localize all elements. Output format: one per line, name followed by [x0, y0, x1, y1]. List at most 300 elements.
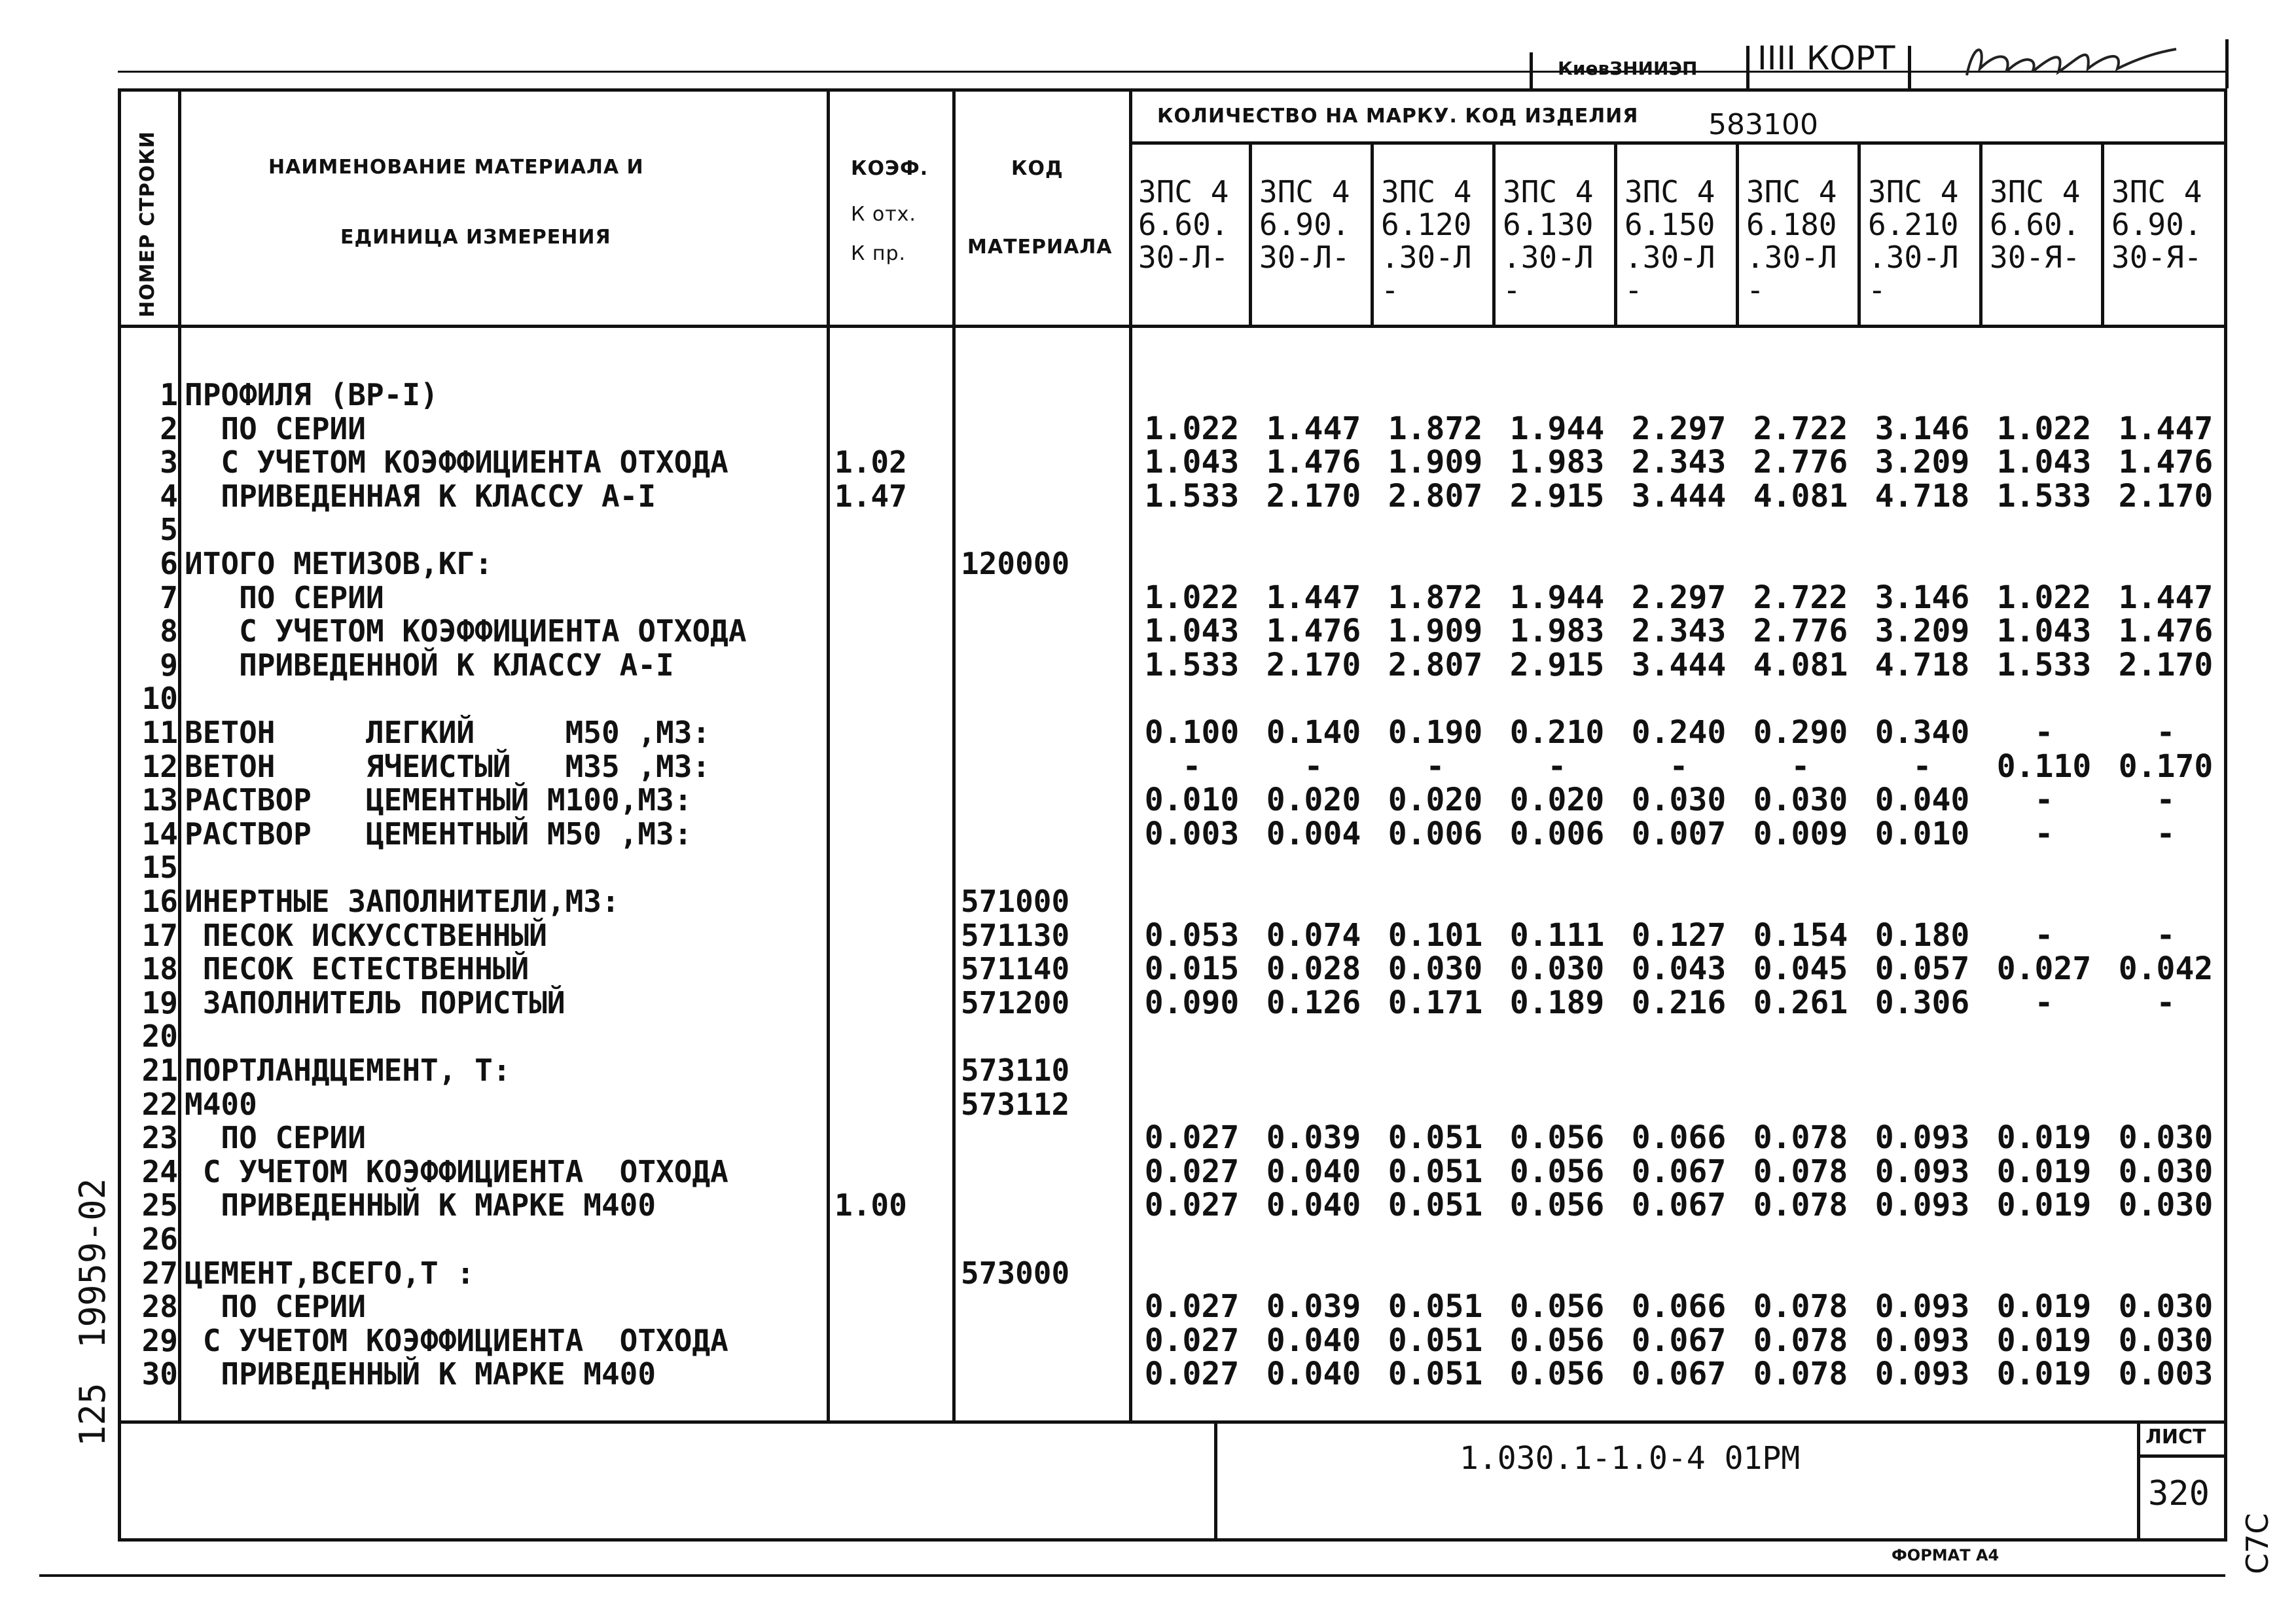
row-value: 0.170: [2118, 748, 2214, 785]
row-value: 1.476: [2118, 444, 2214, 481]
mark-header-line: -: [1868, 272, 1886, 308]
mark-header-line: 3ПС 4: [1624, 174, 1715, 209]
row-value: 2.776: [1753, 613, 1848, 650]
mark-header-line: 30-Я-: [2111, 240, 2202, 275]
row-value: 0.019: [1996, 1288, 2092, 1326]
row-material-name: ПО СЕРИИ: [185, 579, 384, 615]
row-number: 15: [141, 850, 178, 886]
row-value: 0.020: [1388, 782, 1483, 819]
copy-stamp: IIII КОРТ: [1757, 39, 1895, 77]
row-value: 0.027: [1144, 1288, 1240, 1326]
row-material-name: С УЧЕТОМ КОЭФФИЦИЕНТА ОТХОДА: [185, 444, 728, 480]
row-number: 30: [141, 1356, 178, 1392]
mark-header-line: 3ПС 4: [1746, 174, 1837, 209]
row-value: 4.081: [1753, 477, 1848, 514]
col-separator-name: [827, 88, 830, 1424]
row-value: 0.180: [1874, 916, 1970, 954]
mark-header-line: -: [1381, 272, 1399, 308]
row-value: 0.066: [1631, 1288, 1727, 1326]
row-value: -: [1426, 748, 1445, 785]
mark-header-line: 3ПС 4: [2111, 174, 2202, 209]
row-value: 0.078: [1753, 1119, 1848, 1157]
row-value: 1.043: [1996, 613, 2092, 650]
row-number: 1: [160, 377, 178, 412]
row-value: 2.343: [1631, 613, 1727, 650]
row-material-code: 573110: [961, 1053, 1070, 1088]
row-value: 0.030: [2118, 1187, 2214, 1224]
row-value: 3.444: [1631, 646, 1727, 683]
row-material-name: ПОРТЛАНДЦЕМЕНТ, Т:: [185, 1053, 511, 1088]
signature: [1960, 29, 2183, 88]
row-value: 0.056: [1509, 1187, 1605, 1224]
row-value: 0.056: [1509, 1119, 1605, 1157]
row-value: 0.027: [1144, 1119, 1240, 1157]
footer-sheet-line: [2137, 1454, 2227, 1458]
row-value: 0.067: [1631, 1322, 1727, 1359]
stamp-tick: [2225, 39, 2229, 88]
stamp-tick: [1530, 52, 1533, 88]
row-material-name: РАСТВОР ЦЕМЕНТНЫЙ М50 ,М3:: [185, 816, 692, 852]
row-value: 0.101: [1388, 916, 1483, 954]
col-separator-rownum: [178, 88, 181, 1424]
row-value: 1.533: [1144, 477, 1240, 514]
row-value: 2.807: [1388, 477, 1483, 514]
row-value: 1.022: [1144, 410, 1240, 447]
row-value: 0.019: [1996, 1153, 2092, 1190]
row-value: 0.043: [1631, 950, 1727, 988]
row-value: 1.944: [1509, 579, 1605, 616]
row-value: 2.722: [1753, 410, 1848, 447]
row-material-name: ПО СЕРИИ: [185, 1289, 366, 1325]
row-material-name: ПРИВЕДЕННАЯ К КЛАССУ А-I: [185, 478, 656, 514]
row-value: 0.078: [1753, 1288, 1848, 1326]
row-value: 1.944: [1509, 410, 1605, 447]
row-value: 0.056: [1509, 1322, 1605, 1359]
row-value: 1.476: [1266, 444, 1361, 481]
row-number: 4: [160, 478, 178, 514]
row-value: 0.056: [1509, 1288, 1605, 1326]
row-material-name: С УЧЕТОМ КОЭФФИЦИЕНТА ОТХОДА: [185, 1153, 728, 1189]
row-value: 2.297: [1631, 579, 1727, 616]
row-value: 0.040: [1266, 1153, 1361, 1190]
row-value: -: [2034, 714, 2054, 751]
row-value: 0.010: [1874, 815, 1970, 852]
row-value: 1.909: [1388, 444, 1483, 481]
row-value: 0.110: [1996, 748, 2092, 785]
row-material-code: 571130: [961, 917, 1070, 953]
row-value: 0.078: [1753, 1322, 1848, 1359]
row-material-name: ЦЕМЕНТ,ВСЕГО,Т :: [185, 1255, 475, 1291]
row-value: 1.909: [1388, 613, 1483, 650]
row-value: 0.020: [1509, 782, 1605, 819]
row-value: 0.290: [1753, 714, 1848, 751]
row-value: 0.030: [2118, 1322, 2214, 1359]
row-value: 0.003: [1144, 815, 1240, 852]
sheet-label: ЛИСТ: [2145, 1426, 2206, 1449]
row-material-name: ВЕТОН ЯЧЕИСТЫЙ М35 ,М3:: [185, 748, 711, 784]
row-value: 0.093: [1874, 1153, 1970, 1190]
mark-header-line: 6.150: [1624, 207, 1715, 242]
row-value: 4.718: [1874, 646, 1970, 683]
row-number: 9: [160, 647, 178, 683]
row-value: -: [2156, 815, 2176, 852]
row-material-name: ПРОФИЛЯ (ВР-I): [185, 377, 439, 412]
row-value: 0.039: [1266, 1288, 1361, 1326]
row-value: 0.067: [1631, 1153, 1727, 1190]
row-material-name: ПРИВЕДЕННЫЙ К МАРКЕ М400: [185, 1356, 656, 1392]
row-value: 0.027: [1144, 1322, 1240, 1359]
row-value: 0.306: [1874, 984, 1970, 1021]
row-value: 0.040: [1266, 1356, 1361, 1393]
row-value: 1.533: [1996, 477, 2092, 514]
row-number: 7: [160, 579, 178, 615]
row-material-name: ВЕТОН ЛЕГКИЙ М50 ,М3:: [185, 715, 711, 750]
row-value: 0.078: [1753, 1187, 1848, 1224]
row-value: 2.343: [1631, 444, 1727, 481]
row-value: -: [1912, 748, 1932, 785]
row-value: 0.074: [1266, 916, 1361, 954]
row-value: 3.209: [1874, 613, 1970, 650]
row-value: 0.006: [1388, 815, 1483, 852]
row-value: -: [1669, 748, 1689, 785]
row-value: 0.100: [1144, 714, 1240, 751]
mark-header-line: .30-Л: [1381, 240, 1472, 275]
row-value: 2.170: [2118, 646, 2214, 683]
row-value: 0.009: [1753, 815, 1848, 852]
mark-header-line: 3ПС 4: [1990, 174, 2081, 209]
row-value: 1.476: [1266, 613, 1361, 650]
row-value: 1.533: [1144, 646, 1240, 683]
mark-header-line: .30-Л: [1746, 240, 1837, 275]
row-value: 0.030: [1631, 782, 1727, 819]
row-value: 1.043: [1996, 444, 2092, 481]
row-value: 4.081: [1753, 646, 1848, 683]
row-value: 0.040: [1266, 1187, 1361, 1224]
row-value: 0.019: [1996, 1187, 2092, 1224]
row-value: -: [2034, 916, 2054, 954]
row-number: 5: [160, 512, 178, 548]
row-value: 1.533: [1996, 646, 2092, 683]
stamp-tick: [1746, 46, 1749, 88]
mark-header-line: -: [1503, 272, 1521, 308]
footer-separator: [1214, 1420, 1217, 1542]
col-separator-coef: [952, 88, 956, 1424]
row-value: 2.807: [1388, 646, 1483, 683]
row-value: 2.722: [1753, 579, 1848, 616]
row-material-code: 571140: [961, 951, 1070, 987]
row-material-name: М400: [185, 1086, 257, 1122]
row-value: 0.078: [1753, 1153, 1848, 1190]
archive-number: 19959-02: [72, 1178, 113, 1348]
row-value: 0.056: [1509, 1356, 1605, 1393]
row-value: 0.020: [1266, 782, 1361, 819]
mark-header-line: 3ПС 4: [1138, 174, 1229, 209]
row-value: 0.053: [1144, 916, 1240, 954]
row-value: 0.090: [1144, 984, 1240, 1021]
row-value: 1.043: [1144, 444, 1240, 481]
row-value: 0.056: [1509, 1153, 1605, 1190]
row-number: 16: [141, 884, 178, 919]
row-value: 0.027: [1996, 950, 2092, 988]
mark-header-line: 3ПС 4: [1868, 174, 1959, 209]
row-value: 0.093: [1874, 1288, 1970, 1326]
row-coefficient: 1.00: [834, 1187, 907, 1223]
row-material-name: ПЕСОК ИСКУССТВЕННЫЙ: [185, 917, 547, 953]
row-material-name: С УЧЕТОМ КОЭФФИЦИЕНТА ОТХОДА: [185, 613, 747, 649]
row-value: 3.444: [1631, 477, 1727, 514]
row-value: 0.154: [1753, 916, 1848, 954]
row-value: 0.093: [1874, 1187, 1970, 1224]
row-value: 2.170: [1266, 477, 1361, 514]
row-value: 0.019: [1996, 1119, 2092, 1157]
row-material-name: ПО СЕРИИ: [185, 1120, 366, 1156]
row-value: 0.051: [1388, 1288, 1483, 1326]
side-stamp: С7С: [2240, 1513, 2275, 1574]
row-value: 3.209: [1874, 444, 1970, 481]
mark-header-line: 30-Л-: [1138, 240, 1229, 275]
row-value: 2.915: [1509, 646, 1605, 683]
row-value: 0.240: [1631, 714, 1727, 751]
sheet-number: 320: [2148, 1474, 2210, 1513]
row-value: 0.093: [1874, 1356, 1970, 1393]
row-value: 0.040: [1874, 782, 1970, 819]
row-number: 25: [141, 1187, 178, 1223]
mark-header-line: 6.60.: [1990, 207, 2081, 242]
archive-page: 125: [72, 1382, 113, 1447]
row-value: -: [1791, 748, 1810, 785]
row-material-name: С УЧЕТОМ КОЭФФИЦИЕНТА ОТХОДА: [185, 1322, 728, 1358]
row-value: 0.111: [1509, 916, 1605, 954]
row-number: 21: [141, 1053, 178, 1088]
row-value: -: [2034, 782, 2054, 819]
mark-header-line: 3ПС 4: [1259, 174, 1350, 209]
row-value: 0.057: [1874, 950, 1970, 988]
row-value: -: [2156, 984, 2176, 1021]
row-value: 0.019: [1996, 1356, 2092, 1393]
mark-header-line: 6.90.: [1259, 207, 1350, 242]
row-number: 24: [141, 1153, 178, 1189]
row-value: 0.040: [1266, 1322, 1361, 1359]
header-subline: [1129, 141, 2227, 145]
row-value: 1.022: [1144, 579, 1240, 616]
product-code: 583100: [1708, 108, 1818, 141]
row-value: 0.003: [2118, 1356, 2214, 1393]
row-value: 3.146: [1874, 410, 1970, 447]
row-value: 0.066: [1631, 1119, 1727, 1157]
row-material-name: РАСТВОР ЦЕМЕНТНЫЙ М100,М3:: [185, 782, 692, 818]
row-number: 11: [141, 715, 178, 750]
row-value: 0.030: [1753, 782, 1848, 819]
row-value: -: [1182, 748, 1202, 785]
row-value: 0.093: [1874, 1119, 1970, 1157]
row-value: 0.189: [1509, 984, 1605, 1021]
row-value: -: [2034, 984, 2054, 1021]
row-value: 1.447: [1266, 579, 1361, 616]
mark-header-line: 6.130: [1503, 207, 1594, 242]
mark-header-line: .30-Л: [1503, 240, 1594, 275]
row-material-name: ЗАПОЛНИТЕЛЬ ПОРИСТЫЙ: [185, 984, 565, 1020]
row-material-code: 120000: [961, 546, 1070, 581]
row-value: 1.043: [1144, 613, 1240, 650]
mark-header-line: 3ПС 4: [1503, 174, 1594, 209]
row-value: 0.261: [1753, 984, 1848, 1021]
row-number: 3: [160, 444, 178, 480]
row-value: 0.006: [1509, 815, 1605, 852]
mark-header-line: -: [1624, 272, 1643, 308]
material-header-line2: ЕДИНИЦА ИЗМЕРЕНИЯ: [340, 226, 611, 249]
row-material-name: ПРИВЕДЕННОЙ К КЛАССУ А-I: [185, 647, 674, 683]
row-value: 1.447: [1266, 410, 1361, 447]
row-value: 2.776: [1753, 444, 1848, 481]
footer-sheet-separator: [2137, 1420, 2140, 1542]
row-material-name: ПО СЕРИИ: [185, 410, 366, 446]
row-value: 0.030: [2118, 1288, 2214, 1326]
row-value: 0.171: [1388, 984, 1483, 1021]
row-value: 2.170: [1266, 646, 1361, 683]
mark-header-line: 6.210: [1868, 207, 1959, 242]
row-value: 0.067: [1631, 1187, 1727, 1224]
coef-header-line3: К пр.: [851, 242, 906, 265]
mark-header-line: 3ПС 4: [1381, 174, 1472, 209]
row-number: 28: [141, 1289, 178, 1325]
row-material-name: ПРИВЕДЕННЫЙ К МАРКЕ М400: [185, 1187, 656, 1223]
row-number: 6: [160, 546, 178, 581]
row-value: -: [2156, 782, 2176, 819]
row-value: 0.030: [1388, 950, 1483, 988]
row-value: -: [2156, 714, 2176, 751]
row-value: 0.051: [1388, 1153, 1483, 1190]
coef-header-line1: КОЭФ.: [851, 157, 929, 180]
mark-header-line: 6.60.: [1138, 207, 1229, 242]
row-value: 1.447: [2118, 410, 2214, 447]
row-value: 0.030: [1509, 950, 1605, 988]
row-material-code: 573112: [961, 1086, 1070, 1122]
row-number: 2: [160, 410, 178, 446]
row-value: 0.019: [1996, 1322, 2092, 1359]
row-value: 0.010: [1144, 782, 1240, 819]
mark-header-line: 6.180: [1746, 207, 1837, 242]
row-value: 1.872: [1388, 410, 1483, 447]
row-material-name: ПЕСОК ЕСТЕСТВЕННЫЙ: [185, 951, 529, 987]
code-header-line2: МАТЕРИАЛА: [967, 236, 1113, 259]
row-value: 1.872: [1388, 579, 1483, 616]
row-value: 0.093: [1874, 1322, 1970, 1359]
row-value: 0.039: [1266, 1119, 1361, 1157]
row-number: 17: [141, 917, 178, 953]
row-value: 0.051: [1388, 1187, 1483, 1224]
table-bottom-line: [118, 1420, 2227, 1424]
row-material-code: 573000: [961, 1255, 1070, 1291]
row-value: 1.983: [1509, 613, 1605, 650]
header-bottom-line: [118, 325, 2227, 328]
mark-header-line: 30-Я-: [1990, 240, 2081, 275]
row-value: 0.015: [1144, 950, 1240, 988]
row-value: 0.004: [1266, 815, 1361, 852]
row-number: 14: [141, 816, 178, 852]
row-number: 23: [141, 1120, 178, 1156]
row-material-code: 571000: [961, 884, 1070, 919]
row-value: 0.027: [1144, 1153, 1240, 1190]
row-value: 3.146: [1874, 579, 1970, 616]
mark-header-line: 30-Л-: [1259, 240, 1350, 275]
row-value: 4.718: [1874, 477, 1970, 514]
row-material-code: 571200: [961, 984, 1070, 1020]
row-number: 19: [141, 984, 178, 1020]
row-value: 0.045: [1753, 950, 1848, 988]
row-number: 18: [141, 951, 178, 987]
mark-header-line: .30-Л: [1624, 240, 1715, 275]
document-code: 1.030.1-1.0-4 01РМ: [1460, 1440, 1801, 1477]
row-number: 27: [141, 1255, 178, 1291]
row-value: 0.030: [2118, 1119, 2214, 1157]
page-bottom-line: [39, 1574, 2225, 1577]
row-value: 0.078: [1753, 1356, 1848, 1393]
row-material-name: ИНЕРТНЫЕ ЗАПОЛНИТЕЛИ,М3:: [185, 884, 620, 919]
row-value: 0.042: [2118, 950, 2214, 988]
row-value: 0.216: [1631, 984, 1727, 1021]
row-value: 0.007: [1631, 815, 1727, 852]
format-label: ФОРМАТ А4: [1892, 1546, 2000, 1564]
row-value: 0.030: [2118, 1153, 2214, 1190]
row-value: 0.028: [1266, 950, 1361, 988]
row-number: 29: [141, 1322, 178, 1358]
row-material-name: ИТОГО МЕТИЗОВ,КГ:: [185, 546, 493, 581]
stamp-tick: [1908, 46, 1911, 88]
row-value: 1.447: [2118, 579, 2214, 616]
row-value: 1.476: [2118, 613, 2214, 650]
row-number: 22: [141, 1086, 178, 1122]
row-value: 0.210: [1509, 714, 1605, 751]
row-number-header: НОМЕР СТРОКИ: [136, 131, 159, 317]
institute-stamp: КиевЗНИИЭП: [1558, 58, 1698, 79]
row-value: -: [2156, 916, 2176, 954]
row-number: 10: [141, 681, 178, 717]
row-coefficient: 1.02: [834, 444, 907, 480]
row-coefficient: 1.47: [834, 478, 907, 514]
row-value: 0.051: [1388, 1119, 1483, 1157]
row-value: 2.915: [1509, 477, 1605, 514]
row-number: 12: [141, 748, 178, 784]
mark-header-line: 6.90.: [2111, 207, 2202, 242]
row-value: 0.140: [1266, 714, 1361, 751]
row-value: 0.027: [1144, 1187, 1240, 1224]
row-number: 8: [160, 613, 178, 649]
row-value: 2.297: [1631, 410, 1727, 447]
quantity-header: КОЛИЧЕСТВО НА МАРКУ. КОД ИЗДЕЛИЯ: [1157, 105, 1639, 128]
row-value: 0.027: [1144, 1356, 1240, 1393]
row-value: 2.170: [2118, 477, 2214, 514]
row-value: -: [2034, 815, 2054, 852]
coef-header-line2: К отх.: [851, 203, 916, 226]
row-number: 20: [141, 1019, 178, 1055]
row-number: 13: [141, 782, 178, 818]
row-value: 0.127: [1631, 916, 1727, 954]
row-value: 0.051: [1388, 1322, 1483, 1359]
row-value: 0.190: [1388, 714, 1483, 751]
row-value: 1.983: [1509, 444, 1605, 481]
row-value: 0.051: [1388, 1356, 1483, 1393]
mark-header-line: -: [1746, 272, 1765, 308]
row-number: 26: [141, 1221, 178, 1257]
row-value: -: [1547, 748, 1567, 785]
material-header-line1: НАИМЕНОВАНИЕ МАТЕРИАЛА И: [268, 156, 644, 179]
code-header-line1: КОД: [1011, 157, 1064, 180]
mark-header-line: 6.120: [1381, 207, 1472, 242]
row-value: 0.340: [1874, 714, 1970, 751]
mark-header-line: .30-Л: [1868, 240, 1959, 275]
row-value: 1.022: [1996, 579, 2092, 616]
row-value: -: [1304, 748, 1323, 785]
